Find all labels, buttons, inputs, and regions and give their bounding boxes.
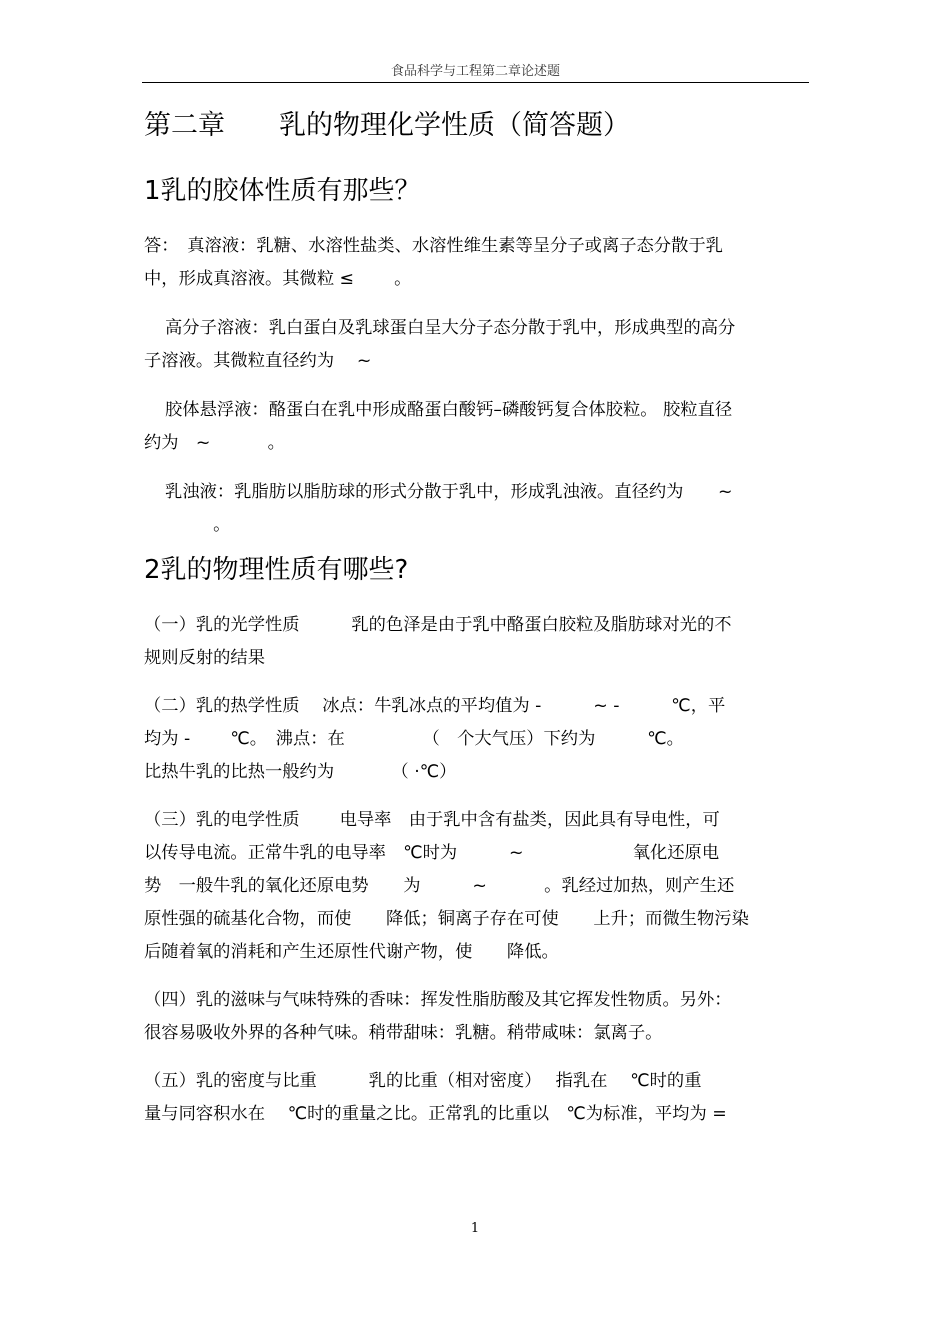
answer-2-taste-smell-line-2: 很容易吸收外界的各种气味。稍带甜味：乳糖。稍带咸味：氯离子。 (144, 1023, 663, 1043)
answer-1-emulsion-line-2: 。 (144, 515, 231, 535)
chapter-title: 第二章 乳的物理化学性质（简答题） (144, 110, 630, 141)
answer-2-electrical-line-4: 原性强的硫基化合物，而使 降低；铜离子存在可使 上升；而微生物污染 (144, 909, 749, 929)
answer-1-polymer-solution-line-2: 子溶液。其微粒直径约为 ~ (144, 351, 372, 371)
answer-2-thermal-line-2: 均为 - ℃。 沸点：在 （ 个大气压）下约为 ℃。 (144, 729, 684, 749)
answer-1-true-solution-line-2: 中，形成真溶液。其微粒 ≤ 。 (144, 269, 412, 289)
answer-1-colloid-suspension-line-1: 胶体悬浮液：酪蛋白在乳中形成酪蛋白酸钙–磷酸钙复合体胶粒。 胶粒直径 (165, 400, 733, 420)
answer-1-true-solution-line-1: 答： 真溶液：乳糖、水溶性盐类、水溶性维生素等呈分子或离子态分散于乳 (144, 236, 723, 256)
answer-2-density-line-2: 量与同容积水在 ℃时的重量之比。正常乳的比重以 ℃为标准，平均为 = (144, 1104, 727, 1124)
question-1-heading: 1乳的胶体性质有那些？ (144, 176, 421, 206)
answer-2-electrical-line-5: 后随着氧的消耗和产生还原性代谢产物，使 降低。 (144, 942, 559, 962)
page-number: 1 (470, 1221, 480, 1236)
answer-2-electrical-line-3: 势 一般牛乳的氧化还原电势 为 ~ 。乳经过加热，则产生还 (144, 876, 735, 896)
answer-1-colloid-suspension-line-2: 约为 ~ 。 (144, 433, 285, 453)
question-2-heading: 2乳的物理性质有哪些? (144, 555, 409, 585)
answer-2-thermal-line-3: 比热牛乳的比热一般约为 （ ·℃） (144, 762, 457, 782)
header-rule (142, 82, 809, 83)
answer-2-electrical-line-1: （三）乳的电学性质 电导率 由于乳中含有盐类，因此具有导电性，可 (144, 810, 720, 830)
running-header: 食品科学与工程第二章论述题 (390, 64, 560, 79)
document-body (144, 104, 809, 1131)
answer-1-emulsion-line-1: 乳浊液：乳脂肪以脂肪球的形式分散于乳中，形成乳浊液。直径约为 ~ (165, 482, 733, 502)
answer-2-electrical-line-2: 以传导电流。正常牛乳的电导率 ℃时为 ~ 氧化还原电 (144, 843, 720, 863)
answer-2-thermal-line-1: （二）乳的热学性质 冰点：牛乳冰点的平均值为 - ~ - ℃，平 (144, 696, 726, 716)
answer-2-optical-line-2: 规则反射的结果 (144, 648, 265, 668)
answer-1-polymer-solution-line-1: 高分子溶液：乳白蛋白及乳球蛋白呈大分子态分散于乳中，形成典型的高分 (165, 318, 736, 338)
answer-2-taste-smell-line-1: （四）乳的滋味与气味特殊的香味：挥发性脂肪酸及其它挥发性物质。另外： (144, 990, 732, 1010)
answer-2-density-line-1: （五）乳的密度与比重 乳的比重（相对密度） 指乳在 ℃时的重 (144, 1071, 702, 1091)
answer-2-optical-line-1: （一）乳的光学性质 乳的色泽是由于乳中酪蛋白胶粒及脂肪球对光的不 (144, 615, 732, 635)
